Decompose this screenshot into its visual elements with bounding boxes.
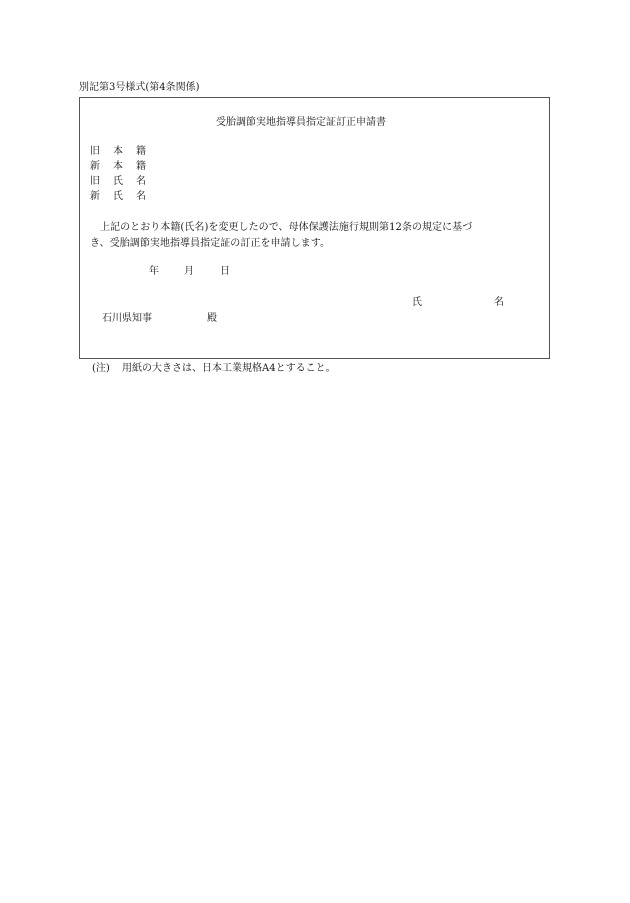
statement-line-2: き、受胎調節実地指導員指定証の訂正を申請します。 [90, 238, 330, 249]
footnote-text: 用紙の大きさは、日本工業規格A4とすること。 [122, 363, 336, 374]
old-name-label: 旧 氏 名 [90, 176, 146, 187]
application-statement [90, 220, 550, 252]
footnote-label: (注) [92, 363, 110, 374]
addressee-honorific: 殿 [207, 313, 217, 324]
form-title: 受胎調節実地指導員指定証訂正申請書 [216, 117, 386, 128]
new-name-label: 新 氏 名 [90, 191, 146, 202]
new-domicile-label: 新 本 籍 [90, 161, 146, 172]
statement-line-1: 上記のとおり本籍(氏名)を変更したので、母体保護法施行規則第12条の規定に基づ [100, 222, 473, 233]
form-reference-note: 別記第3号様式(第4条関係) [79, 82, 200, 93]
applicant-name-mei: 名 [494, 297, 504, 308]
old-domicile-label: 旧 本 籍 [90, 146, 146, 157]
addressee-governor: 石川県知事 [102, 313, 152, 324]
applicant-name-shi: 氏 [412, 297, 422, 308]
date-day: 日 [220, 266, 230, 277]
date-month: 月 [184, 266, 194, 277]
date-year: 年 [149, 266, 159, 277]
